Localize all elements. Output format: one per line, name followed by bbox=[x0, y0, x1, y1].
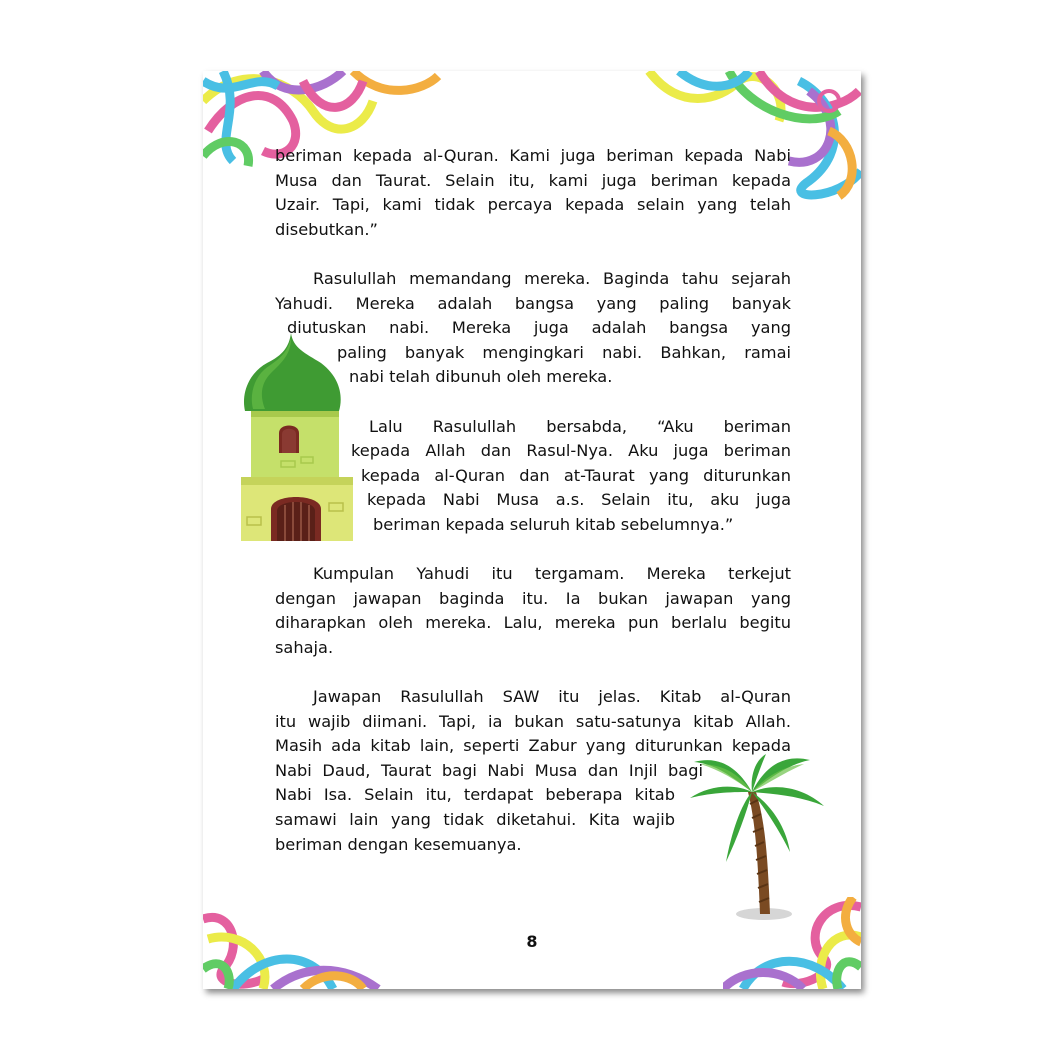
text-line: kepada Nabi Musa a.s. Selain itu, aku juga bbox=[367, 490, 791, 510]
text-line: kepada al-Quran dan at-Taurat yang diturunkan bbox=[361, 465, 791, 485]
paragraph-2 bbox=[275, 267, 791, 390]
text-line: disebutkan.” bbox=[275, 219, 378, 239]
book-page bbox=[203, 71, 861, 989]
paragraph-5 bbox=[275, 685, 791, 857]
text-line: Rasulullah memandang mereka. Baginda tahu sejarah bbox=[313, 268, 791, 288]
paragraph-4 bbox=[275, 562, 791, 660]
text-line: beriman kepada seluruh kitab sebelumnya.” bbox=[373, 514, 734, 534]
text-line: nabi telah dibunuh oleh mereka. bbox=[349, 367, 613, 387]
text-line: Nabi Isa. Selain itu, terdapat beberapa kitab bbox=[275, 785, 675, 805]
text-line: paling banyak mengingkari nabi. Bahkan, ramai bbox=[337, 342, 791, 362]
text-line: Nabi Daud, Taurat bagi Nabi Musa dan Injil bagi bbox=[275, 760, 703, 780]
paragraph-3 bbox=[275, 415, 791, 538]
text-line: Uzair. Tapi, kami tidak percaya kepada selain yang telah bbox=[275, 195, 791, 215]
text-line: samawi lain yang tidak diketahui. Kita wajib bbox=[275, 810, 675, 830]
text-line: beriman kepada al-Quran. Kami juga beriman kepada Nabi bbox=[275, 146, 791, 165]
paragraph-1 bbox=[275, 144, 791, 242]
text-line: Jawapan Rasulullah SAW itu jelas. Kitab al-Quran bbox=[313, 687, 791, 707]
text-line: dengan jawapan baginda itu. Ia bukan jawapan yang bbox=[275, 588, 791, 608]
text-line: kepada Allah dan Rasul-Nya. Aku juga beriman bbox=[351, 441, 791, 461]
text-line: diharapkan oleh mereka. Lalu, mereka pun berlalu begitu bbox=[275, 613, 791, 633]
text-line: beriman dengan kesemuanya. bbox=[275, 834, 522, 854]
text-line: Musa dan Taurat. Selain itu, kami juga beriman kepada bbox=[275, 170, 791, 190]
page-number: 8 bbox=[526, 932, 538, 951]
text-line: itu wajib diimani. Tapi, ia bukan satu-satunya kitab Allah. bbox=[275, 711, 791, 731]
text-line: Masih ada kitab lain, seperti Zabur yang diturunkan kepada bbox=[275, 736, 791, 756]
text-line: Yahudi. Mereka adalah bangsa yang paling banyak bbox=[275, 293, 791, 313]
story-text bbox=[275, 144, 791, 857]
text-line: sahaja. bbox=[275, 637, 334, 657]
text-line: Kumpulan Yahudi itu tergamam. Mereka terkejut bbox=[313, 564, 791, 584]
text-line: diutuskan nabi. Mereka juga adalah bangsa yang bbox=[287, 318, 791, 338]
text-line: Lalu Rasulullah bersabda, “Aku beriman bbox=[369, 416, 791, 436]
